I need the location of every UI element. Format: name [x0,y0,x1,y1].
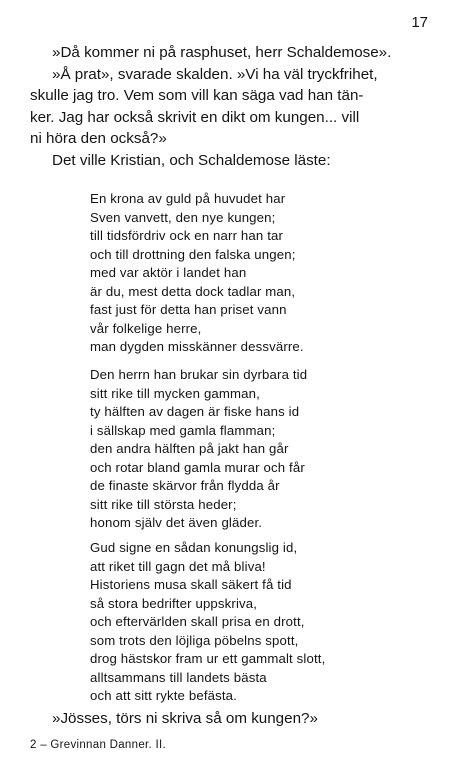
verse-line: är du, mest detta dock tadlar man, [90,283,296,299]
poem-stanza [90,190,304,357]
verse-line: i sällskap med gamla flamman; [90,422,276,438]
verse-line: och att sitt rykte befästa. [90,688,237,703]
verse-line: Sven vanvett, den nye kungen; [90,209,276,225]
poem-stanza [90,366,307,533]
verse-line: sitt rike till mycken gamman, [90,385,260,401]
verse-line: alltsammans till landets bästa [90,669,267,685]
prose-line: skulle jag tro. Vem som vill kan säga vad han tän- [30,87,364,104]
verse-line: drog hästskor fram ur ett gammalt slott, [90,651,326,666]
verse-line: Historiens musa skall säkert få tid [90,577,292,592]
prose-line: ni höra den också?» [30,130,167,147]
verse-line: till tidsfördriv ock en narr han tar [90,228,284,243]
verse-line: fast just för detta han priset vann [90,302,287,317]
opening-dialogue [30,42,442,171]
verse-line: ty hälften av dagen är fiske hans id [90,404,300,419]
prose-line: Det ville Kristian, och Schaldemose läste: [52,151,331,169]
verse-line: som trots den löjliga pöbelns spott, [90,632,299,648]
page-number: 17 [411,14,428,31]
verse-line: man dygden misskänner dessvärre. [90,339,304,354]
signature-footer: 2 – Grevinnan Danner. II. [30,739,166,751]
verse-line: Den herrn han brukar sin dyrbara tid [90,367,308,382]
verse-line: En krona av guld på huvudet har [90,191,286,206]
verse-line: den andra hälften på jakt han går [90,441,289,456]
poem-stanza [90,539,325,706]
verse-line: och rotar bland gamla murar och får [90,459,305,475]
prose-line: »Jösses, törs ni skriva så om kungen?» [52,710,318,727]
prose-line: ker. Jag har också skrivit en dikt om kungen... vill [30,108,360,126]
prose-line: »Å prat», svarade skalden. »Vi ha väl tryckfrihet, [52,65,378,83]
verse-line: och eftervärlden skall prisa en drott, [90,614,305,629]
verse-line: att riket till gagn det må bliva! [90,558,266,574]
verse-line: honom själv det även gläder. [90,515,263,530]
verse-line: de finaste skärvor från flydda år [90,478,280,493]
verse-line: så stora bedrifter uppskriva, [90,595,258,611]
prose-line: »Då kommer ni på rasphuset, herr Schaldemose». [52,44,392,61]
verse-line: med var aktör i landet han [90,265,247,280]
closing-dialogue [30,708,442,730]
verse-line: vår folkelige herre, [90,320,202,336]
verse-line: sitt rike till största heder; [90,496,237,512]
verse-line: och till drottning den falska ungen; [90,246,296,262]
verse-line: Gud signe en sådan konungslig id, [90,540,298,555]
